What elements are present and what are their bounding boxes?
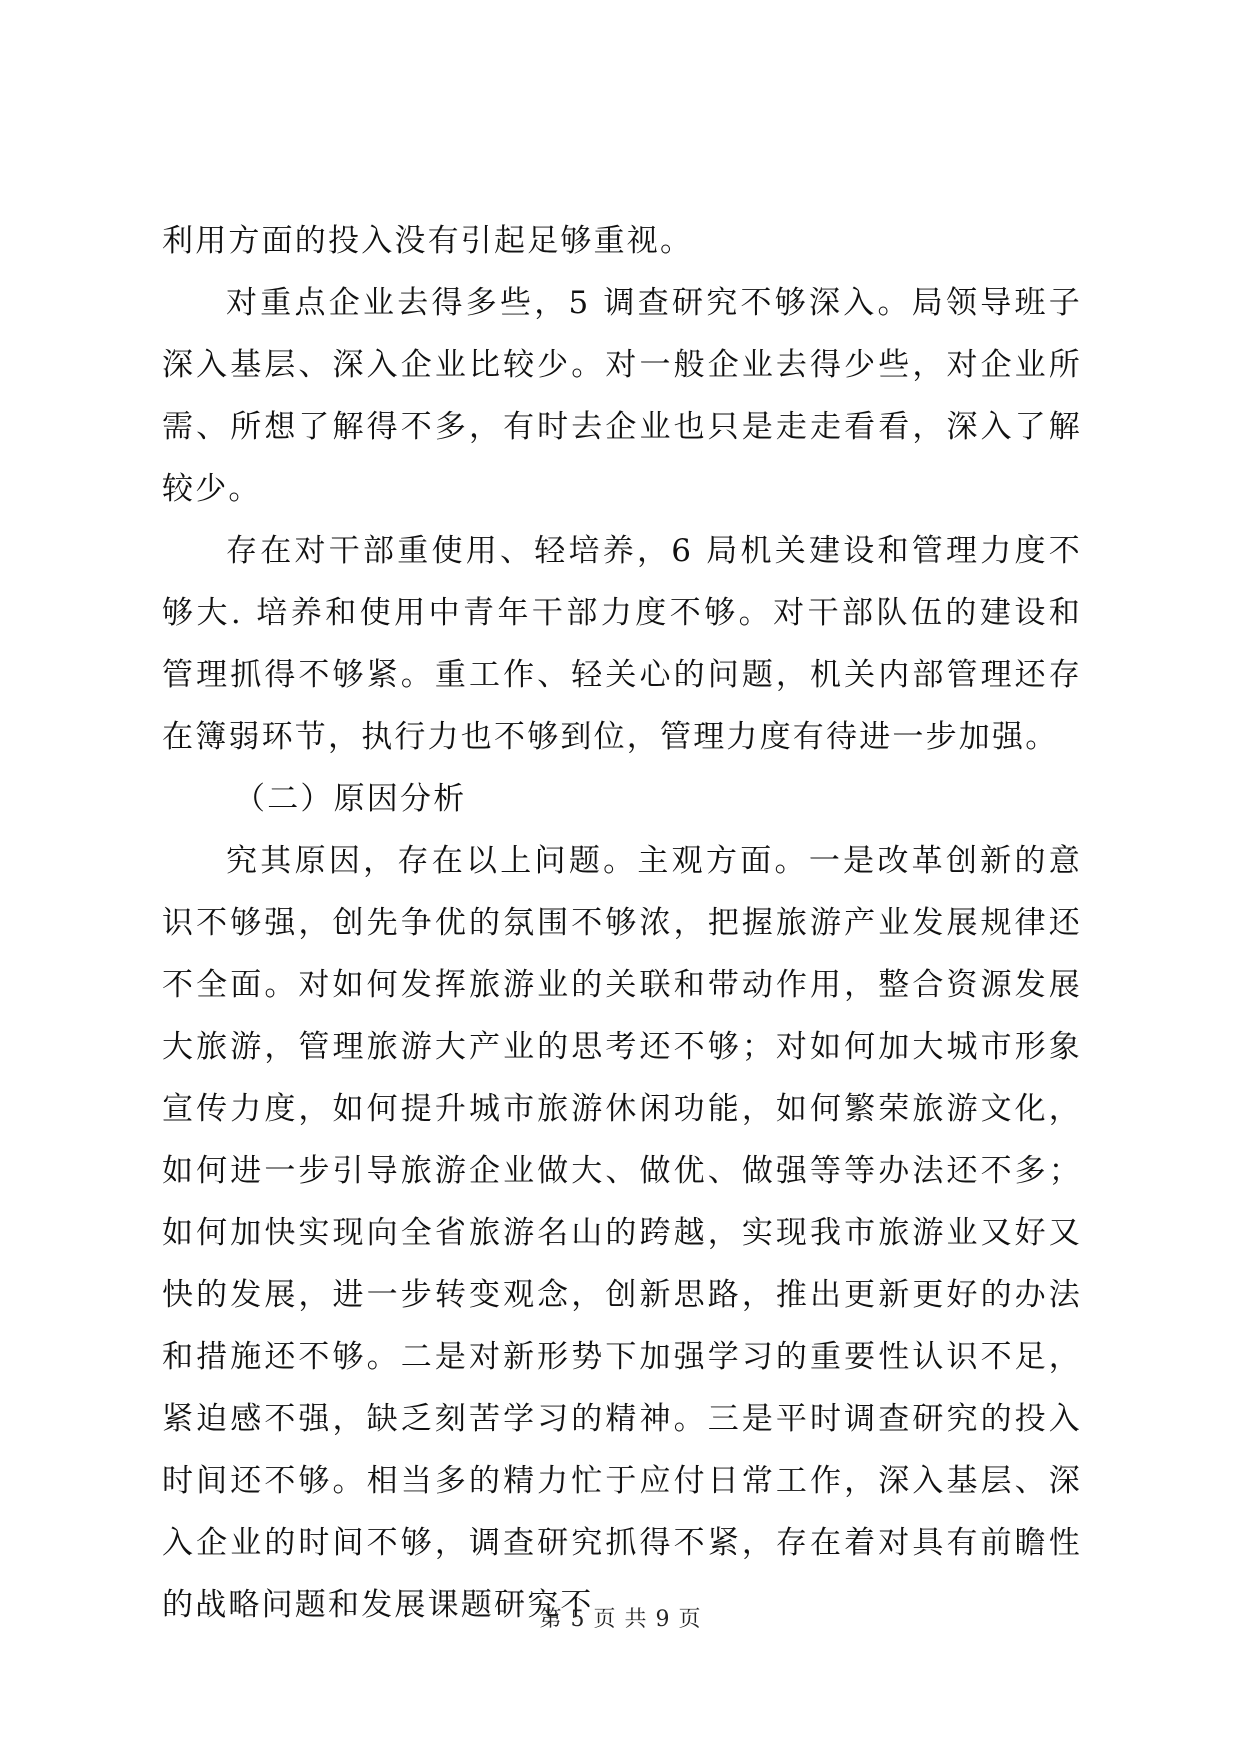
- page-footer: 第 5 页 共 9 页: [539, 1607, 702, 1632]
- paragraph-cause-analysis: 究其原因，存在以上问题。主观方面。一是改革创新的意识不够强，创先争优的氛围不够浓，把握旅游产业发展规律还不全面。对如何发挥旅游业的关联和带动作用，整合资源发展大旅游，管理旅游大产业的思考还不够；对如何加大城市形象宣传力度，如何提升城市旅游休闲功能，如何繁荣旅游文化，如何进一步引导旅游企业做大、做优、做强等等办法还不多；如何加快实现向全省旅游名山的跨越，实现我市旅游业又好又快的发展，进一步转变观念，创新思路，推出更新更好的办法和措施还不够。二是对新形势下加强学习的重要性认识不足，紧迫感不强，缺乏刻苦学习的精神。三是平时调查研究的投入时间还不够。相当多的精力忙于应付日常工作，深入基层、深入企业的时间不够，调查研究抓得不紧，存在着对具有前瞻性的战略问题和发展课题研究不: [162, 843, 1082, 1623]
- body-text: [162, 210, 1082, 1636]
- paragraph-enterprise-research: 对重点企业去得多些，5 调查研究不够深入。局领导班子深入基层、深入企业比较少。对一般企业去得少些，对企业所需、所想了解得不多，有时去企业也只是走走看看，深入了解较少。: [162, 285, 1082, 507]
- section-heading-cause-analysis: （二）原因分析: [234, 781, 467, 817]
- paragraph-cadre-management: 存在对干部重使用、轻培养，6 局机关建设和管理力度不够大. 培养和使用中青年干部力度不够。对干部队伍的建设和管理抓得不够紧。重工作、轻关心的问题，机关内部管理还存在簿弱环节，执行力也不够到位，管理力度有待进一步加强。: [162, 533, 1082, 755]
- paragraph-continuation: 利用方面的投入没有引起足够重视。: [162, 223, 694, 259]
